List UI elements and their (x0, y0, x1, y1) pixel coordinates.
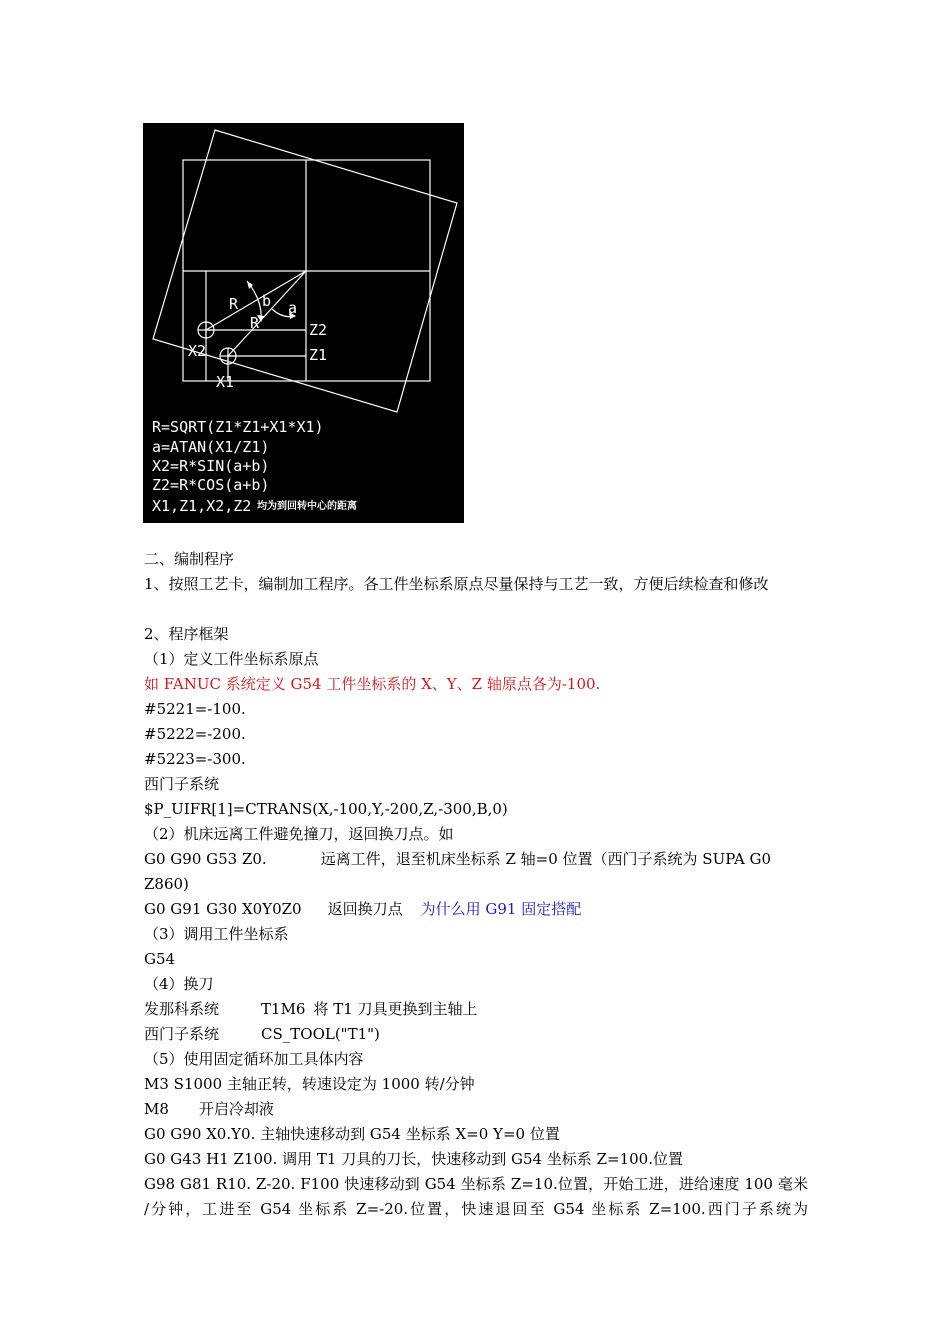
code-5223: #5223=-300. (144, 750, 246, 768)
fanuc-label: 发那科系统 (144, 1000, 220, 1018)
code-5221: #5221=-100. (144, 700, 246, 718)
fanuc-desc: 将 T1 刀具更换到主轴上 (313, 1000, 478, 1018)
formula-note: 均为到回转中心的距离 (257, 501, 357, 512)
label-x2: X2 (188, 342, 207, 360)
g53-continuation: Z860) (144, 875, 189, 893)
code-ctrans: $P_UIFR[1]=CTRANS(X,-100,Y,-200,Z,-300,B,0) (144, 800, 508, 818)
formula-3: X2=R*SIN(a+b) (152, 457, 270, 475)
g53-line (144, 847, 808, 872)
label-b: b (262, 292, 272, 310)
siemens-heading: 西门子系统 (144, 775, 220, 793)
code-5222: #5222=-200. (144, 725, 246, 743)
paragraph-2: 2、程序框架 (144, 625, 229, 643)
fanuc-example-red: 如 FANUC 系统定义 G54 工件坐标系的 X、Y、Z 轴原点各为-100. (144, 675, 601, 693)
fanuc-tool-change (144, 997, 808, 1022)
subsection-4: （4）换刀 (144, 975, 214, 993)
fanuc-code: T1M6 (261, 1000, 306, 1018)
paragraph-1: 1、按照工艺卡，编制加工程序。各工件坐标系原点尽量保持与工艺一致，方便后续检查和修改 (144, 575, 769, 593)
g98-line-1: G98 G81 R10. Z-20. F100 快速移动到 G54 坐标系 Z=10.位置，开始工进，进给速度 100 毫米 (144, 1175, 808, 1193)
siemens-tool-change (144, 1022, 808, 1047)
subsection-3: （3）调用工件坐标系 (144, 925, 289, 943)
g0-xy-line: G0 G90 X0.Y0. 主轴快速移动到 G54 坐标系 X=0 Y=0 位置 (144, 1125, 560, 1143)
g53-code: G0 G90 G53 Z0. (144, 850, 267, 868)
g98-line-2: /分钟，工进至 G54 坐标系 Z=-20.位置，快速退回至 G54 坐标系 Z=100.西门子系统为 (144, 1200, 808, 1218)
formula-4: Z2=R*COS(a+b) (152, 476, 270, 494)
formula-5: X1,Z1,X2,Z2 (152, 497, 252, 515)
g30-desc: 返回换刀点 (327, 900, 403, 918)
siemens-label: 西门子系统 (144, 1025, 220, 1043)
label-a: a (288, 299, 298, 317)
g30-line (144, 897, 808, 922)
g30-code: G0 G91 G30 X0Y0Z0 (144, 900, 302, 918)
siemens-code: CS_TOOL("T1") (261, 1025, 380, 1043)
cad-diagram (143, 123, 464, 523)
subsection-2: （2）机床远离工件避免撞刀，返回换刀点。如 (144, 825, 454, 843)
g91-question: 为什么用 G91 固定搭配 (420, 900, 582, 918)
label-x1: X1 (216, 373, 235, 391)
label-r-outer: R (229, 295, 239, 313)
document-body (144, 547, 808, 1222)
g0-g43-line: G0 G43 H1 Z100. 调用 T1 刀具的刀长，快速移动到 G54 坐标系 Z=100.位置 (144, 1150, 683, 1168)
m8-desc: 开启冷却液 (198, 1100, 274, 1118)
formula-2: a=ATAN(X1/Z1) (152, 438, 270, 456)
code-g54: G54 (144, 950, 176, 968)
section-heading: 二、编制程序 (144, 550, 235, 568)
g53-desc: 远离工件，退至机床坐标系 Z 轴=0 位置（西门子系统为 SUPA G0 (320, 850, 772, 868)
subsection-1: （1）定义工件坐标系原点 (144, 650, 319, 668)
label-z1: Z1 (309, 346, 328, 364)
formula-1: R=SQRT(Z1*Z1+X1*X1) (152, 418, 324, 436)
label-z2: Z2 (309, 321, 328, 339)
subsection-5: （5）使用固定循环加工具体内容 (144, 1050, 364, 1068)
m8-line (144, 1097, 808, 1122)
label-r-inner: R (250, 314, 260, 332)
m8-code: M8 (144, 1100, 169, 1118)
m3-line: M3 S1000 主轴正转，转速设定为 1000 转/分钟 (144, 1075, 475, 1093)
